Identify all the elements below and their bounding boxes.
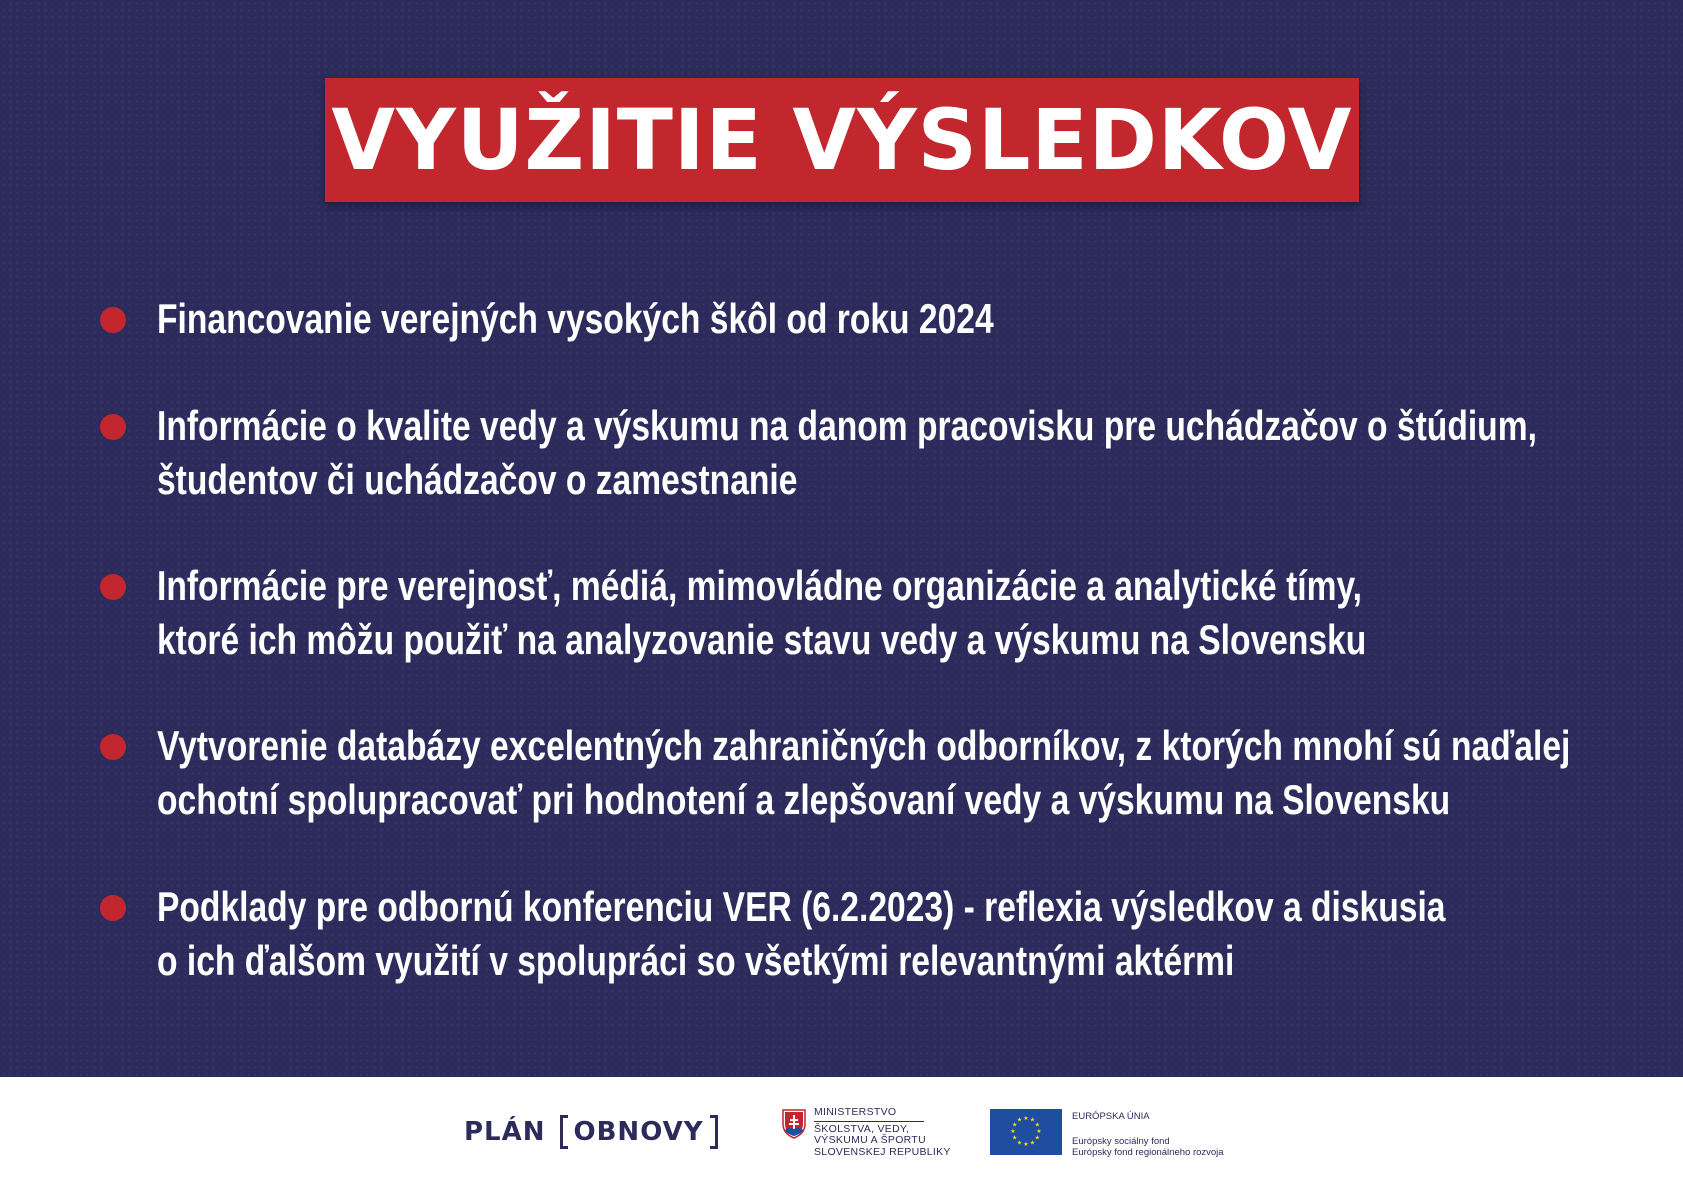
eu-fund: Európsky sociálny fond xyxy=(1072,1135,1170,1147)
svg-text:★: ★ xyxy=(1010,1128,1016,1135)
ministry-logo xyxy=(782,1107,951,1158)
svg-text:★: ★ xyxy=(1016,1116,1023,1124)
ministry-line: MINISTERSTVO xyxy=(814,1106,897,1118)
ministry-line: SLOVENSKEJ REPUBLIKY xyxy=(814,1145,951,1158)
bullet-text xyxy=(157,719,1571,827)
bullet-line: o ich ďalšom využití v spolupráci so všetkými relevantnými aktérmi xyxy=(157,937,1235,984)
eu-name: EURÓPSKA ÚNIA xyxy=(1072,1111,1150,1122)
bullet-dot-icon xyxy=(100,734,126,760)
plan-logo-word: OBNOVY xyxy=(573,1117,704,1147)
svg-text:★: ★ xyxy=(1023,1141,1029,1148)
ministry-line: VÝSKUMU A ŠPORTU xyxy=(814,1134,926,1146)
bullet-line: Informácie pre verejnosť, médiá, mimovládne organizácie a analytické tímy, xyxy=(157,562,1363,609)
svg-text:★: ★ xyxy=(1036,1128,1042,1135)
bracket-right-icon xyxy=(710,1115,718,1149)
svg-text:★: ★ xyxy=(1029,1116,1036,1124)
plan-obnovy-logo xyxy=(464,1112,718,1152)
eu-text xyxy=(1072,1109,1224,1159)
plan-logo-word: PLÁN xyxy=(464,1117,546,1147)
bullet-line: študentov či uchádzačov o zamestnanie xyxy=(157,456,798,503)
bullet-line: ktoré ich môžu použiť na analyzovanie stavu vedy a výskumu na Slovensku xyxy=(157,616,1367,663)
bullet-line: Financovanie verejných vysokých škôl od roku 2024 xyxy=(157,295,994,342)
svg-text:★: ★ xyxy=(1012,1134,1018,1142)
bullet-dot-icon xyxy=(100,574,126,600)
eu-logo xyxy=(990,1109,1224,1159)
svg-text:★: ★ xyxy=(1016,1139,1023,1147)
svg-text:★: ★ xyxy=(1034,1121,1040,1129)
ministry-name xyxy=(814,1107,951,1158)
svg-text:★: ★ xyxy=(1012,1121,1018,1129)
bullet-dot-icon xyxy=(100,414,126,440)
bullet-text xyxy=(157,399,1537,507)
bullet-line: Informácie o kvalite vedy a výskumu na danom pracovisku pre uchádzačov o štúdium, xyxy=(157,402,1537,449)
bullet-text xyxy=(157,880,1533,988)
svg-text:★: ★ xyxy=(1023,1115,1029,1122)
bullet-line: Vytvorenie databázy excelentných zahraničných odborníkov, z ktorých mnohí sú naďalej xyxy=(157,722,1571,769)
bullet-text xyxy=(157,292,1533,346)
ministry-line: ŠKOLSTVA, VEDY, xyxy=(814,1122,910,1135)
bracket-left-icon xyxy=(560,1115,568,1149)
bullet-line: ochotní spolupracovať pri hodnotení a zlepšovaní vedy a výskumu na Slovensku xyxy=(157,776,1451,823)
svg-text:★: ★ xyxy=(1034,1134,1040,1142)
svg-text:★: ★ xyxy=(1029,1139,1036,1147)
bullet-dot-icon xyxy=(100,895,126,921)
eu-flag-icon xyxy=(990,1109,1062,1155)
eu-fund: Európsky fond regionálneho rozvoja xyxy=(1072,1147,1224,1158)
slovak-crest-icon xyxy=(782,1109,806,1139)
footer xyxy=(0,1077,1683,1190)
bullet-line: Podklady pre odbornú konferenciu VER (6.2.2023) - reflexia výsledkov a diskusia xyxy=(157,883,1446,930)
bullet-text xyxy=(157,559,1533,667)
page-title: VYUŽITIE VÝSLEDKOV xyxy=(331,91,1353,189)
divider xyxy=(814,1121,924,1122)
bullet-dot-icon xyxy=(100,307,126,333)
